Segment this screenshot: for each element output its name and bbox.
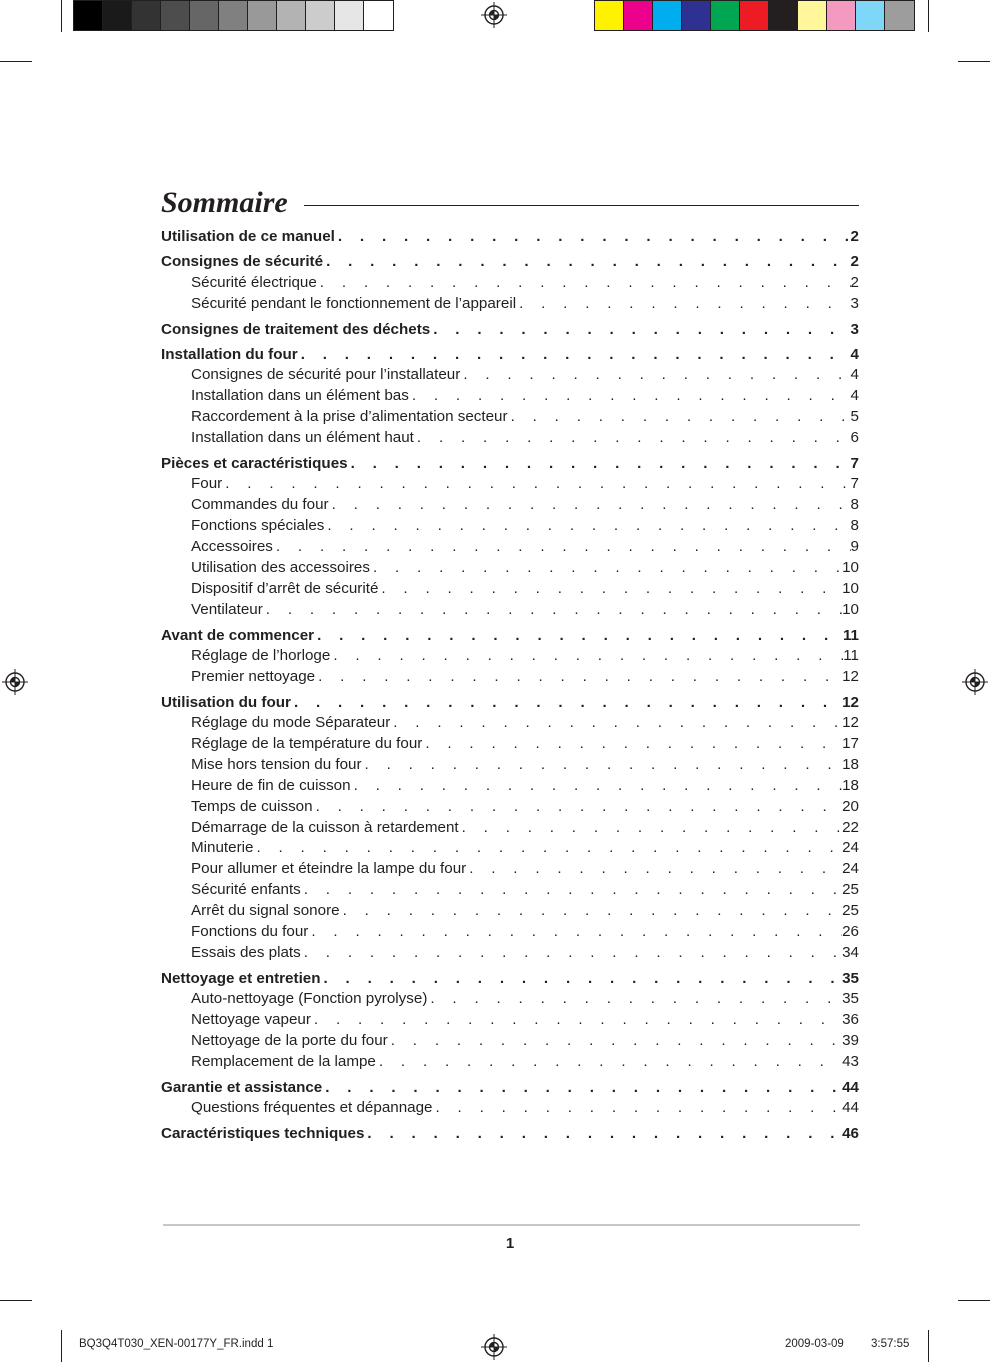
toc-entry-title: Réglage de la température du four — [191, 734, 423, 752]
toc-page-number: 10 — [842, 558, 859, 576]
dot-leader — [324, 516, 850, 537]
title-row — [161, 183, 859, 223]
dot-leader — [335, 226, 851, 247]
slug-time: 3:57:55 — [871, 1338, 910, 1350]
dot-leader — [263, 600, 842, 621]
toc-entry-title: Consignes de sécurité — [161, 253, 324, 271]
crop-mark — [0, 1300, 32, 1301]
color-swatch — [856, 1, 885, 30]
toc-sub-entry[interactable] — [161, 516, 859, 537]
dot-leader — [466, 859, 842, 880]
toc-page-number: 34 — [842, 943, 859, 961]
toc-page-number: 2 — [850, 253, 859, 271]
dot-leader — [390, 713, 842, 734]
toc-page-number: 25 — [842, 902, 859, 920]
toc-section-entry[interactable] — [161, 251, 859, 272]
toc-sub-entry[interactable] — [161, 579, 859, 600]
toc-entry-title: Questions fréquentes et dépannage — [191, 1099, 433, 1117]
toc-sub-entry[interactable] — [161, 989, 859, 1010]
toc-sub-entry[interactable] — [161, 713, 859, 734]
toc-entry-title: Minuterie — [191, 839, 254, 857]
toc-page-number: 5 — [850, 408, 859, 426]
toc-entry-title: Nettoyage vapeur — [191, 1011, 311, 1029]
toc-page-number: 20 — [842, 797, 859, 815]
toc-entry-title: Consignes de sécurité pour l’installateur — [191, 366, 461, 384]
footer-rule — [163, 1224, 860, 1226]
toc-section — [161, 453, 859, 621]
toc-entry-title: Heure de fin de cuisson — [191, 776, 351, 794]
dot-leader — [460, 365, 850, 386]
toc-entry-title: Remplacement de la lampe — [191, 1052, 376, 1070]
crop-mark — [958, 1300, 990, 1301]
toc-page-number: 7 — [850, 454, 859, 472]
crop-mark — [958, 61, 990, 62]
toc-entry-title: Nettoyage de la porte du four — [191, 1031, 388, 1049]
color-swatch — [711, 1, 740, 30]
crop-mark — [0, 61, 32, 62]
toc-entry-title: Raccordement à la prise d’alimentation secteur — [191, 408, 508, 426]
color-swatch — [364, 1, 393, 30]
toc-page-number: 12 — [842, 714, 859, 732]
toc-section-entry[interactable] — [161, 1123, 859, 1144]
toc-section — [161, 319, 859, 340]
dot-leader — [314, 625, 843, 646]
dot-leader — [427, 989, 842, 1010]
toc-page-number: 3 — [850, 320, 859, 338]
toc-sub-entry[interactable] — [161, 734, 859, 755]
toc-page-number: 26 — [842, 923, 859, 940]
toc-section — [161, 625, 859, 688]
crop-mark — [61, 0, 62, 32]
toc-entry-title: Caractéristiques techniques — [161, 1125, 365, 1143]
dot-leader — [308, 922, 842, 943]
toc-sub-entry[interactable] — [161, 922, 859, 943]
toc-entry-title: Utilisation du four — [161, 693, 291, 711]
toc-section-entry[interactable] — [161, 1077, 859, 1098]
toc-entry-title: Installation dans un élément haut — [191, 429, 414, 447]
color-swatch — [682, 1, 711, 30]
toc-page-number: 24 — [842, 860, 859, 878]
dot-leader — [376, 1052, 842, 1073]
color-swatch — [798, 1, 827, 30]
color-swatch — [624, 1, 653, 30]
toc-entry-title: Sécurité électrique — [191, 273, 317, 291]
dot-leader — [222, 474, 850, 495]
color-swatch — [335, 1, 364, 30]
toc-page-number: 18 — [842, 755, 859, 773]
toc-page-number: 11 — [843, 646, 859, 664]
dot-leader — [323, 251, 850, 272]
toc-page-number: 25 — [842, 881, 859, 899]
toc-page-number: 9 — [850, 537, 859, 555]
toc-page-number: 24 — [842, 839, 859, 857]
toc-page-number: 11 — [842, 626, 859, 644]
toc-page-number: 17 — [842, 734, 859, 752]
toc-entry-title: Essais des plats — [191, 943, 301, 961]
toc-entry-title: Garantie et assistance — [161, 1078, 323, 1096]
dot-leader — [291, 692, 842, 713]
toc-page-number: 12 — [842, 667, 859, 685]
color-swatch — [653, 1, 682, 30]
toc-entry-title: Installation du four — [161, 345, 298, 363]
toc-entry-title: Pièces et caractéristiques — [161, 454, 348, 472]
toc-section-entry[interactable] — [161, 625, 859, 646]
dot-leader — [321, 968, 843, 989]
toc-sub-entry[interactable] — [161, 755, 859, 776]
toc-page-number: 2 — [850, 273, 859, 291]
toc-entry-title: Consignes de traitement des déchets — [161, 320, 431, 338]
dot-leader — [311, 1010, 842, 1031]
color-swatch — [769, 1, 798, 30]
color-swatch — [277, 1, 306, 30]
toc-page-number: 3 — [850, 294, 859, 312]
dot-leader — [422, 734, 842, 755]
toc-section-entry[interactable] — [161, 226, 859, 247]
toc-page-number: 44 — [842, 1078, 859, 1096]
toc-page-number: 39 — [842, 1031, 859, 1049]
dot-leader — [253, 838, 842, 859]
toc-page-number: 44 — [842, 1099, 859, 1117]
color-swatch — [885, 1, 914, 30]
dot-leader — [459, 818, 842, 839]
dot-leader — [301, 943, 842, 964]
toc-section — [161, 1123, 859, 1144]
toc-entry-title: Dispositif d’arrêt de sécurité — [191, 579, 379, 597]
dot-leader — [351, 776, 843, 797]
toc-sub-entry[interactable] — [161, 838, 859, 859]
crop-mark — [928, 0, 929, 32]
page-title: Sommaire — [161, 186, 288, 219]
color-swatch — [219, 1, 248, 30]
color-swatch — [103, 1, 132, 30]
toc-page-number: 8 — [850, 496, 859, 514]
toc-page-number: 43 — [842, 1052, 859, 1070]
slug-date: 2009-03-09 — [785, 1338, 844, 1350]
color-swatch — [132, 1, 161, 30]
toc-entry-title: Avant de commencer — [161, 626, 315, 644]
toc-page-number: 18 — [842, 776, 859, 794]
toc-sub-entry[interactable] — [161, 646, 859, 667]
dot-leader — [430, 319, 850, 340]
dot-leader — [388, 1031, 842, 1052]
toc-page-number: 10 — [842, 600, 859, 618]
toc-page-number: 46 — [842, 1125, 859, 1143]
color-swatch — [595, 1, 624, 30]
toc-entry-title: Réglage de l’horloge — [191, 646, 331, 664]
toc-page-number: 10 — [842, 579, 859, 597]
dot-leader — [348, 453, 851, 474]
toc-sub-entry[interactable] — [161, 558, 859, 579]
toc-page-number: 7 — [850, 475, 859, 493]
dot-leader — [298, 344, 851, 365]
dot-leader — [301, 880, 842, 901]
toc-entry-title: Temps de cuisson — [191, 797, 313, 815]
toc-page-number: 4 — [850, 387, 859, 405]
toc-entry-title: Four — [191, 475, 223, 493]
toc-sub-entry[interactable] — [161, 859, 859, 880]
toc-sub-entry[interactable] — [161, 797, 859, 818]
toc-sub-entry[interactable] — [161, 365, 859, 386]
toc-page-number: 35 — [842, 990, 859, 1008]
toc-page-number: 6 — [850, 429, 859, 447]
toc-sub-entry[interactable] — [161, 818, 859, 839]
registration-mark-icon — [481, 2, 507, 28]
toc-page-number: 8 — [850, 517, 859, 535]
color-swatch — [74, 1, 103, 30]
toc-entry-title: Auto-nettoyage (Fonction pyrolyse) — [191, 990, 428, 1008]
dot-leader — [516, 294, 850, 315]
toc-entry-title: Mise hors tension du four — [191, 755, 362, 773]
toc-page-number: 35 — [842, 969, 859, 987]
toc-section-entry[interactable] — [161, 968, 859, 989]
toc-entry-title: Sécurité enfants — [191, 881, 301, 899]
toc-entry-title: Pour allumer et éteindre la lampe du four — [191, 860, 467, 878]
toc-section — [161, 968, 859, 1073]
toc-page-number: 12 — [842, 693, 859, 711]
process-color-bar — [594, 0, 915, 31]
toc-sub-entry[interactable] — [161, 537, 859, 558]
color-swatch — [248, 1, 277, 30]
dot-leader — [273, 537, 851, 558]
dot-leader — [370, 558, 842, 579]
dot-leader — [378, 579, 842, 600]
table-of-contents — [161, 226, 859, 1148]
dot-leader — [340, 901, 843, 922]
toc-entry-title: Réglage du mode Séparateur — [191, 714, 391, 732]
dot-leader — [329, 495, 851, 516]
dot-leader — [508, 407, 851, 428]
crop-mark — [61, 1330, 62, 1362]
toc-section-entry[interactable] — [161, 692, 859, 713]
color-swatch — [740, 1, 769, 30]
toc-page-number: 4 — [850, 345, 859, 363]
title-rule — [304, 205, 859, 206]
toc-entry-title: Sécurité pendant le fonctionnement de l’appareil — [191, 294, 517, 312]
toc-entry-title: Premier nettoyage — [191, 667, 316, 685]
toc-entry-title: Commandes du four — [191, 496, 329, 514]
dot-leader — [362, 755, 843, 776]
toc-sub-entry[interactable] — [161, 600, 859, 621]
toc-sub-entry[interactable] — [161, 880, 859, 901]
toc-entry-title: Fonctions du four — [191, 923, 309, 940]
toc-section — [161, 1077, 859, 1119]
color-swatch — [161, 1, 190, 30]
toc-section-entry[interactable] — [161, 319, 859, 340]
toc-sub-entry[interactable] — [161, 407, 859, 428]
toc-section — [161, 344, 859, 449]
registration-mark-icon — [2, 669, 28, 695]
dot-leader — [330, 646, 843, 667]
toc-entry-title: Arrêt du signal sonore — [191, 902, 340, 920]
toc-section — [161, 251, 859, 314]
toc-sub-entry[interactable] — [161, 1031, 859, 1052]
crop-mark — [928, 1330, 929, 1362]
color-swatch — [306, 1, 335, 30]
dot-leader — [315, 667, 842, 688]
toc-sub-entry[interactable] — [161, 386, 859, 407]
toc-entry-title: Nettoyage et entretien — [161, 969, 321, 987]
toc-section — [161, 226, 859, 247]
toc-entry-title: Ventilateur — [191, 600, 263, 618]
dot-leader — [317, 273, 851, 294]
registration-mark-icon — [962, 669, 988, 695]
toc-entry-title: Fonctions spéciales — [191, 517, 325, 535]
toc-entry-title: Utilisation de ce manuel — [161, 228, 335, 245]
toc-section-entry[interactable] — [161, 344, 859, 365]
toc-entry-title: Installation dans un élément bas — [191, 387, 409, 405]
toc-sub-entry[interactable] — [161, 474, 859, 495]
toc-entry-title: Accessoires — [191, 537, 273, 555]
toc-page-number: 4 — [850, 366, 859, 384]
toc-page-number: 22 — [842, 818, 859, 836]
registration-mark-icon — [481, 1334, 507, 1360]
toc-sub-entry[interactable] — [161, 1098, 859, 1119]
page-number: 1 — [505, 1235, 515, 1252]
toc-sub-entry[interactable] — [161, 1010, 859, 1031]
dot-leader — [322, 1077, 842, 1098]
toc-section — [161, 692, 859, 964]
toc-sub-entry[interactable] — [161, 428, 859, 449]
color-swatch — [827, 1, 856, 30]
toc-sub-entry[interactable] — [161, 273, 859, 294]
toc-sub-entry[interactable] — [161, 776, 859, 797]
dot-leader — [313, 797, 843, 818]
toc-entry-title: Démarrage de la cuisson à retardement — [191, 818, 459, 836]
toc-sub-entry[interactable] — [161, 1052, 859, 1073]
toc-sub-entry[interactable] — [161, 901, 859, 922]
grayscale-color-bar — [73, 0, 394, 31]
dot-leader — [364, 1123, 842, 1144]
dot-leader — [433, 1098, 843, 1119]
toc-sub-entry[interactable] — [161, 294, 859, 315]
slug-filename: BQ3Q4T030_XEN-00177Y_FR.indd 1 — [79, 1338, 274, 1350]
dot-leader — [414, 428, 851, 449]
color-swatch — [190, 1, 219, 30]
toc-page-number: 36 — [842, 1011, 859, 1029]
toc-sub-entry[interactable] — [161, 667, 859, 688]
toc-page-number: 2 — [850, 228, 859, 245]
toc-sub-entry[interactable] — [161, 943, 859, 964]
toc-sub-entry[interactable] — [161, 495, 859, 516]
toc-entry-title: Utilisation des accessoires — [191, 558, 370, 576]
dot-leader — [409, 386, 851, 407]
toc-section-entry[interactable] — [161, 453, 859, 474]
